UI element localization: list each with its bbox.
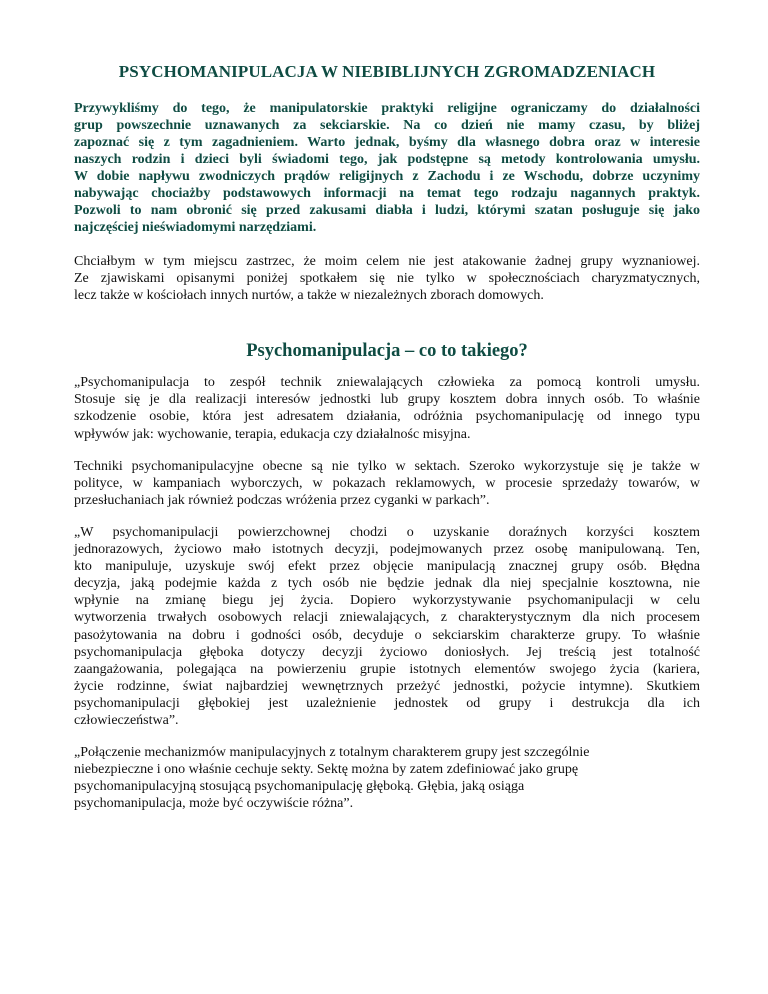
sect-definition-paragraph (74, 744, 700, 812)
depth-line: zaangażowania, polegająca na powierzeniu grupie istotnych elementów swojego życia (kariera, (74, 661, 700, 677)
definition-line: szkodzenie osobie, która jest adresatem działania, odróżnia psychomanipulację od innego typu (74, 409, 700, 425)
intro-line: W dobie napływu zwodniczych prądów religijnych z Zachodu i ze Wschodu, dobrze uczynimy (74, 169, 700, 184)
document-page (74, 62, 700, 812)
definition-line: „Psychomanipulacja to zespół technik zniewalających człowieka za pomocą kontroli umysłu. (74, 375, 700, 391)
depth-line: decyzja, jaką podejmie każda z tych osób nie będzie jednak dla niej specjalnie kosztowna, nie (74, 576, 700, 592)
techniques-line: przesłuchaniach jak również podczas wróżenia przez cyganki w parkach”. (74, 492, 490, 508)
intro-line: zapoznać się z tym zagadnieniem. Warto jednak, byśmy dla własnego dobra oraz w interesie (74, 135, 700, 150)
depth-line: wytworzenia trwałych osobowych relacji zniewalających, z charakterystycznym dla nich procesem (74, 610, 700, 626)
techniques-line: Techniki psychomanipulacyjne obecne są nie tylko w sektach. Szeroko wykorzystuje się je także w (74, 458, 700, 474)
techniques-line: polityce, w kampaniach wyborczych, w pokazach reklamowych, w procesie sprzedaży towarów, w (74, 475, 700, 491)
section-heading: Psychomanipulacja – co to takiego? (246, 341, 528, 362)
sect-definition-line: psychomanipulacyjną stosującą psychomanipulację głęboką. Głębia, jaką osiąga (74, 779, 525, 795)
disclaimer-paragraph (74, 253, 700, 304)
definition-line: Stosuje się je dla realizacji interesów jednostki lub grupy kosztem dobra innych osób. To właśnie (74, 392, 700, 408)
intro-line: najczęściej nieświadomymi narzędziami. (74, 220, 317, 235)
depth-line: życie rodzinne, świat najbardziej wewnętrznych przeżyć jednostki, pożycie intymne). Skutkiem (74, 678, 700, 694)
document-title: PSYCHOMANIPULACJA W NIEBIBLIJNYCH ZGROMADZENIACH (118, 62, 656, 81)
depth-line: psychomanipulacji głębokiej jest uzależnienie jednostek od grupy i destrukcja dla ich (74, 695, 700, 711)
intro-line: nabywając chociażby podstawowych informacji na temat tego rodzaju nagannych praktyk. (74, 186, 700, 201)
depth-line: wpłynie na zmianę biegu jej życia. Dopiero wykorzystywanie psychomanipulacji w celu (74, 593, 700, 609)
depth-line: psychomanipulacja głęboka dotyczy decyzji życiowo doniosłych. Jej treścią jest totalność (74, 644, 700, 660)
sect-definition-line: niebezpieczne i ono właśnie cechuje sekty. Sektę można by zatem zdefiniować jako grupę (74, 762, 579, 778)
disclaimer-line: lecz także w kościołach innych nurtów, a także w niezależnych zborach domowych. (74, 288, 544, 304)
techniques-paragraph (74, 458, 700, 509)
definition-line: wpływów jak: wychowanie, terapia, edukacja czy działalnośc misyjna. (74, 426, 471, 442)
definition-paragraph (74, 374, 700, 442)
intro-line: naszych rodzin i dzieci byli świadomi tego, jak podstępne są metody kontrolowania umysłu. (74, 152, 700, 167)
intro-paragraph (74, 100, 700, 236)
depth-paragraph (74, 524, 700, 729)
depth-line: pasożytowania na dobru i godności osób, decyduje o sekciarskim charakterze grupy. To właśnie (74, 627, 700, 643)
disclaimer-line: Chciałbym w tym miejscu zastrzec, że moim celem nie jest atakowanie żadnej grupy wyznaniowej. (74, 254, 700, 269)
intro-line: Pozwoli to nam obronić się przed zakusami diabła i ludzi, którymi szatan posługuje się jako (74, 203, 700, 218)
depth-line: człowieczeństwa”. (74, 712, 179, 728)
sect-definition-line: „Połączenie mechanizmów manipulacyjnych z totalnym charakterem grupy jest szczególnie (74, 745, 590, 761)
depth-line: jednorazowych, życiowo mało istotnych decyzji, podejmowanych przez osobę manipulowaną. Ten, (74, 542, 700, 558)
sect-definition-line: psychomanipulacja, może być oczywiście różna”. (74, 796, 354, 812)
disclaimer-line: Ze zjawiskami opisanymi poniżej spotkałem się nie tylko w społecznościach charyzmatycznych, (74, 271, 700, 287)
intro-line: Przywykliśmy do tego, że manipulatorskie praktyki religijne ograniczamy do działalności (74, 101, 700, 116)
depth-line: kto manipuluje, uzyskuje swój efekt przez objęcie manipulacją znacznej grupy osób. Błędna (74, 559, 700, 575)
intro-line: grup powszechnie uznawanych za sekciarskie. Na co dzień nie mamy czasu, by bliżej (74, 118, 700, 133)
depth-line: „W psychomanipulacji powierzchownej chodzi o uzyskanie doraźnych korzyści kosztem (74, 524, 700, 540)
